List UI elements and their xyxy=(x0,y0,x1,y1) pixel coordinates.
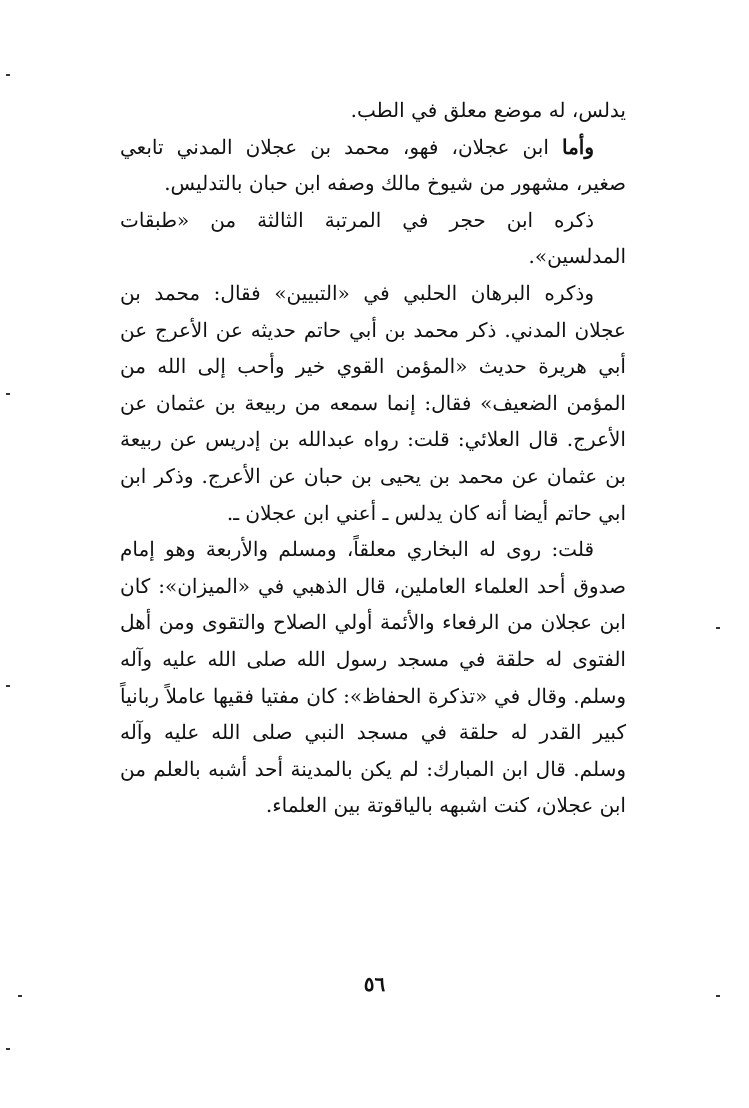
page-number: ٥٦ xyxy=(363,972,386,996)
paragraph-4 xyxy=(120,275,626,531)
margin-mark xyxy=(6,685,10,687)
paragraph-2-text: ابن عجلان، فهو، محمد بن عجلان المدني تابعي صغير، مشهور من شيوخ مالك وصفه ابن حبان بالتدليس. xyxy=(120,134,626,196)
page-body xyxy=(120,92,626,824)
margin-mark xyxy=(6,1048,10,1050)
paragraph-5 xyxy=(120,531,626,824)
paragraph-5-text: قلت: روى له البخاري معلقاً، ومسلم والأربعة وهو إمام صدوق أحد العلماء العاملين، قال الذهبي في «الميزان»: كان ابن عجلان من الرفعاء والأئمة أولي الصلاح والتقوى ومن أهل الفتوى له حلقة في مسجد رسول الله صلى الله عليه وآله وسلم. وقال في «تذكرة الحفاظ»: كان مفتيا فقيها عاملاً ربانياً كبير القدر له حلقة في مسجد النبي صلى الله عليه وآله وسلم. قال ابن المبارك: لم يكن بالمدينة أحد أشبه بالعلم من ابن عجلان، كنت اشبهه بالياقوتة بين العلماء. xyxy=(120,537,626,818)
paragraph-3 xyxy=(120,202,626,275)
margin-mark xyxy=(6,393,10,395)
margin-mark xyxy=(716,995,720,997)
paragraph-2-lead: وأما xyxy=(561,134,594,159)
paragraph-3-text: ذكره ابن حجر في المرتبة الثالثة من «طبقات المدلسين». xyxy=(120,207,626,269)
margin-mark xyxy=(6,74,10,76)
paragraph-2 xyxy=(120,129,626,202)
margin-mark xyxy=(18,995,22,997)
paragraph-1-text: يدلس، له موضع معلق في الطب. xyxy=(350,98,626,122)
paragraph-4-text: وذكره البرهان الحلبي في «التبيين» فقال: محمد بن عجلان المدني. ذكر محمد بن أبي حاتم حديثه عن الأعرج عن أبي هريرة حديث «المؤمن القوي خير وأحب إلى الله من المؤمن الضعيف» فقال: إنما سمعه من ربيعة بن عثمان عن الأعرج. قال العلائي: قلت: رواه عبدالله بن إدريس عن ربيعة بن عثمان عن محمد بن يحيى بن حبان عن الأعرج. وذكر ابن ابي حاتم أيضا أنه كان يدلس ـ أعني ابن عجلان ـ. xyxy=(120,280,626,525)
margin-mark xyxy=(716,627,720,629)
paragraph-1 xyxy=(120,92,626,129)
